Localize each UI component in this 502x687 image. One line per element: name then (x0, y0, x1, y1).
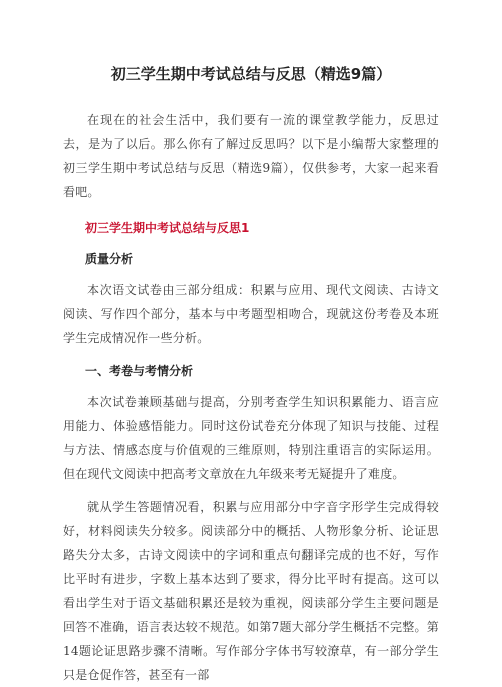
paragraph-exam-analysis-1: 本次试卷兼顾基础与提高，分别考查学生知识积累能力、语言应用能力、体验感悟能力。同时这份试卷充分体现了知识与技能、过程与方法、情感态度与价值观的三维原则，特别注重语言的实际运用。但在现代文阅读中把高考文章放在九年级来考无疑提升了难度。 (63, 395, 439, 481)
subheading-quality-analysis: 质量分析 (85, 252, 134, 266)
subheading-exam-analysis: 一、考卷与考情分析 (85, 364, 194, 378)
intro-paragraph: 在现在的社会生活中，我们要有一流的课堂教学能力，反思过去，是为了以后。那么你有了解过反思吗？以下是小编帮大家整理的初三学生期中考试总结与反思（精选9篇），仅供参考，大家一起来看看吧。 (63, 113, 439, 199)
document-title: 初三学生期中考试总结与反思（精选9篇） (110, 65, 392, 83)
paragraph-exam-analysis-2: 就从学生答题情况看，积累与应用部分中字音字形学生完成得较好，材料阅读失分较多。阅读部分中的概括、人物形象分析、论证思路失分太多，古诗文阅读中的字词和重点句翻译完成的也不好，写作比平时有进步，字数上基本达到了要求，得分比平时有提高。这可以看出学生对于语文基础积累还是较为重视，阅读部分学生主要问题是回答不准确，语言表达较不规范。如第7题大部分学生概括不完整。第14题论证思路步骤不清晰。写作部分字体书写较潦草，有一部分学生只是仓促作答，甚至有一部 (63, 500, 439, 682)
article-heading: 初三学生期中考试总结与反思1 (85, 221, 250, 235)
paragraph-quality-analysis: 本次语文试卷由三部分组成：积累与应用、现代文阅读、古诗文阅读、写作四个部分，基本与中考题型相吻合，现就这份考卷及本班学生完成情况作一些分析。 (63, 283, 439, 345)
